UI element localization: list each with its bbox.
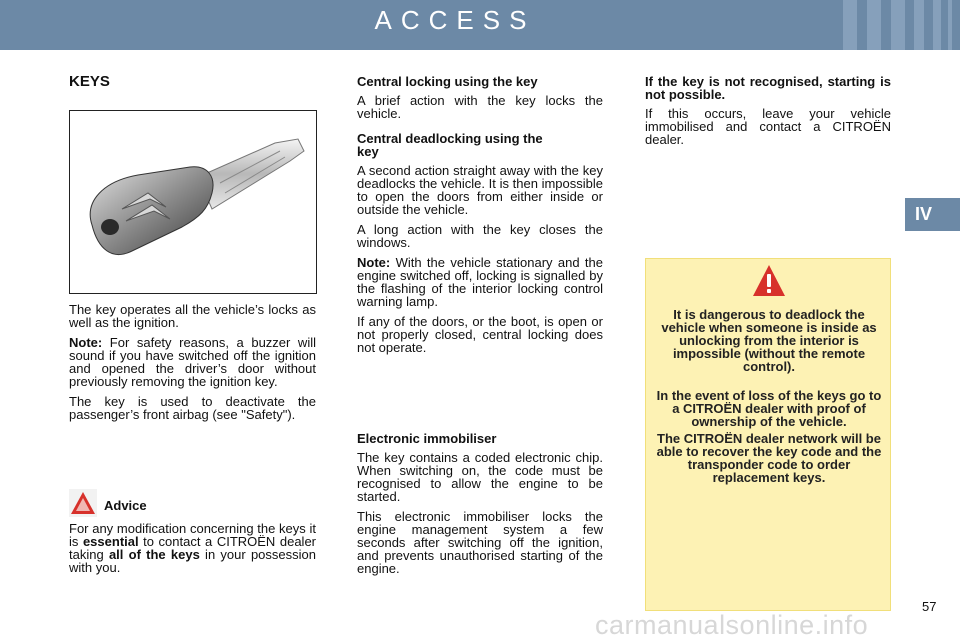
warning-paragraph: In the event of loss of the keys go to a CITROËN dealer with proof of ownership of the vehicle. bbox=[656, 388, 882, 429]
immobiliser-column bbox=[357, 432, 603, 582]
advice-text: to contact a CITROËN dealer taking bbox=[69, 534, 317, 562]
header-bar bbox=[0, 0, 960, 50]
advice-bold-text: essential bbox=[82, 534, 139, 549]
warning-text bbox=[656, 308, 882, 494]
page-number: 57 bbox=[922, 599, 937, 614]
advice-paragraph bbox=[69, 522, 316, 574]
advice-bold-text: all of the keys bbox=[108, 547, 200, 562]
deadlocking-paragraph: A second action straight away with the key deadlocks the vehicle. It is then impossible to open the doors from either inside or outside the vehicle. bbox=[357, 163, 603, 217]
advice-text: in your possession with you. bbox=[69, 547, 316, 575]
section-title-keys: KEYS bbox=[69, 73, 110, 90]
advice-column bbox=[69, 522, 316, 581]
note-text: With the vehicle stationary and the engine switched off, locking is signalled by the flashing of the interior locking control warning lamp. bbox=[357, 255, 603, 309]
locking-note-paragraph bbox=[357, 256, 603, 308]
warning-paragraph: It is dangerous to deadlock the vehicle when someone is inside as unlocking from the interior is impossible (without the remote control). bbox=[661, 307, 877, 374]
key-not-recognised-paragraph: If this occurs, leave your vehicle immobilised and contact a CITROËN dealer. bbox=[645, 106, 891, 147]
heading-central-deadlocking: Central deadlocking using the key bbox=[357, 131, 543, 159]
header-stripe bbox=[891, 0, 905, 50]
chapter-tab[interactable]: IV bbox=[905, 198, 960, 231]
central-locking-column bbox=[357, 75, 603, 361]
header-stripe bbox=[933, 0, 941, 50]
key-illustration-icon bbox=[70, 111, 316, 293]
advice-heading bbox=[69, 489, 147, 519]
note-text: For safety reasons, a buzzer will sound if you have switched off the ignition and opened the driver’s door without previously removing the ignition key. bbox=[69, 335, 316, 389]
header-stripe bbox=[867, 0, 881, 50]
header-stripe bbox=[914, 0, 924, 50]
keys-paragraph: The key operates all the vehicle’s locks as well as the ignition. bbox=[69, 302, 316, 330]
keys-note-paragraph bbox=[69, 336, 316, 388]
advice-title: Advice bbox=[104, 498, 147, 513]
page-title: ACCESS bbox=[374, 5, 536, 35]
warning-icon bbox=[751, 263, 787, 299]
heading-electronic-immobiliser: Electronic immobiliser bbox=[357, 431, 497, 446]
heading-central-locking: Central locking using the key bbox=[357, 74, 538, 89]
windows-paragraph: A long action with the key closes the windows. bbox=[357, 222, 603, 250]
header-stripe bbox=[948, 0, 952, 50]
key-image-frame bbox=[69, 110, 317, 294]
immobiliser-paragraph: This electronic immobiliser locks the engine management system a few seconds after switching off the ignition, and prevents unauthorised starting of the engine. bbox=[357, 509, 603, 576]
advice-text: For any modification concerning the keys it is bbox=[69, 521, 316, 549]
warning-paragraph: The CITROËN dealer network will be able to recover the key code and the transponder code to order replacement keys. bbox=[656, 431, 882, 485]
warning-box bbox=[645, 258, 891, 611]
note-label: Note: bbox=[69, 335, 103, 350]
note-label: Note: bbox=[357, 255, 391, 270]
watermark: carmanualsonline.info bbox=[595, 610, 869, 640]
doors-paragraph: If any of the doors, or the boot, is open or not properly closed, central locking does not operate. bbox=[357, 314, 603, 355]
advice-warning-icon bbox=[69, 489, 97, 517]
heading-key-not-recognised: If the key is not recognised, starting is not possible. bbox=[645, 74, 891, 102]
header-stripe bbox=[843, 0, 857, 50]
keys-intro-column bbox=[69, 303, 316, 428]
airbag-paragraph: The key is used to deactivate the passenger’s front airbag (see "Safety"). bbox=[69, 394, 316, 422]
central-locking-paragraph: A brief action with the key locks the vehicle. bbox=[357, 93, 603, 121]
immobiliser-paragraph: The key contains a coded electronic chip. When switching on, the code must be recognised to allow the engine to be started. bbox=[357, 450, 603, 504]
key-not-recognised-column bbox=[645, 75, 891, 153]
